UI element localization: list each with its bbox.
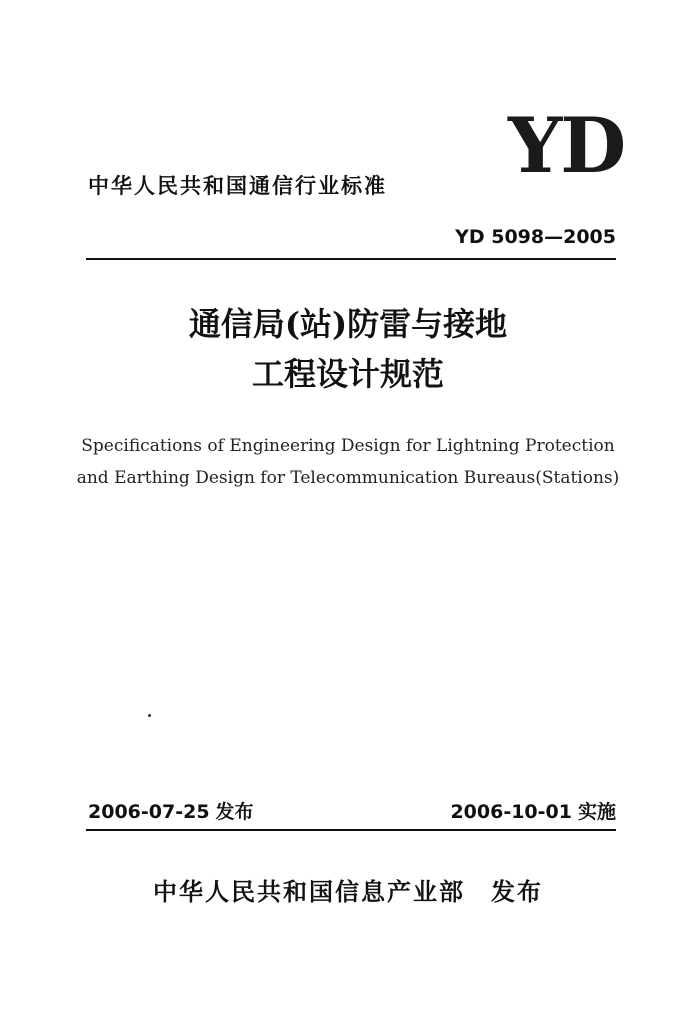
title-en-line1: Specifications of Engineering Design for Lightning Protection [81, 436, 615, 456]
title-cn-line2: 工程设计规范 [251, 355, 444, 393]
scan-speck [148, 714, 151, 717]
implement-label: 实施 [577, 801, 616, 823]
issue-date: 2006-07-25 [88, 801, 210, 823]
publisher-line [0, 872, 696, 907]
implement-date-block [450, 797, 616, 824]
standard-category: 中华人民共和国通信行业标准 [88, 174, 387, 198]
implement-date: 2006-10-01 [450, 801, 572, 823]
top-divider [86, 258, 616, 260]
standard-code: YD 5098—2005 [455, 226, 616, 248]
publisher-name: 中华人民共和国信息产业部 [153, 878, 465, 906]
title-en-line2: and Earthing Design for Telecommunication Bureaus(Stations) [76, 468, 620, 488]
yd-logo: YD [508, 101, 625, 190]
bottom-divider [86, 829, 616, 831]
issue-date-block [88, 797, 254, 824]
issue-label: 发布 [215, 801, 254, 823]
title-cn-line1: 通信局(站)防雷与接地 [188, 305, 508, 343]
publisher-action: 发布 [491, 878, 543, 906]
